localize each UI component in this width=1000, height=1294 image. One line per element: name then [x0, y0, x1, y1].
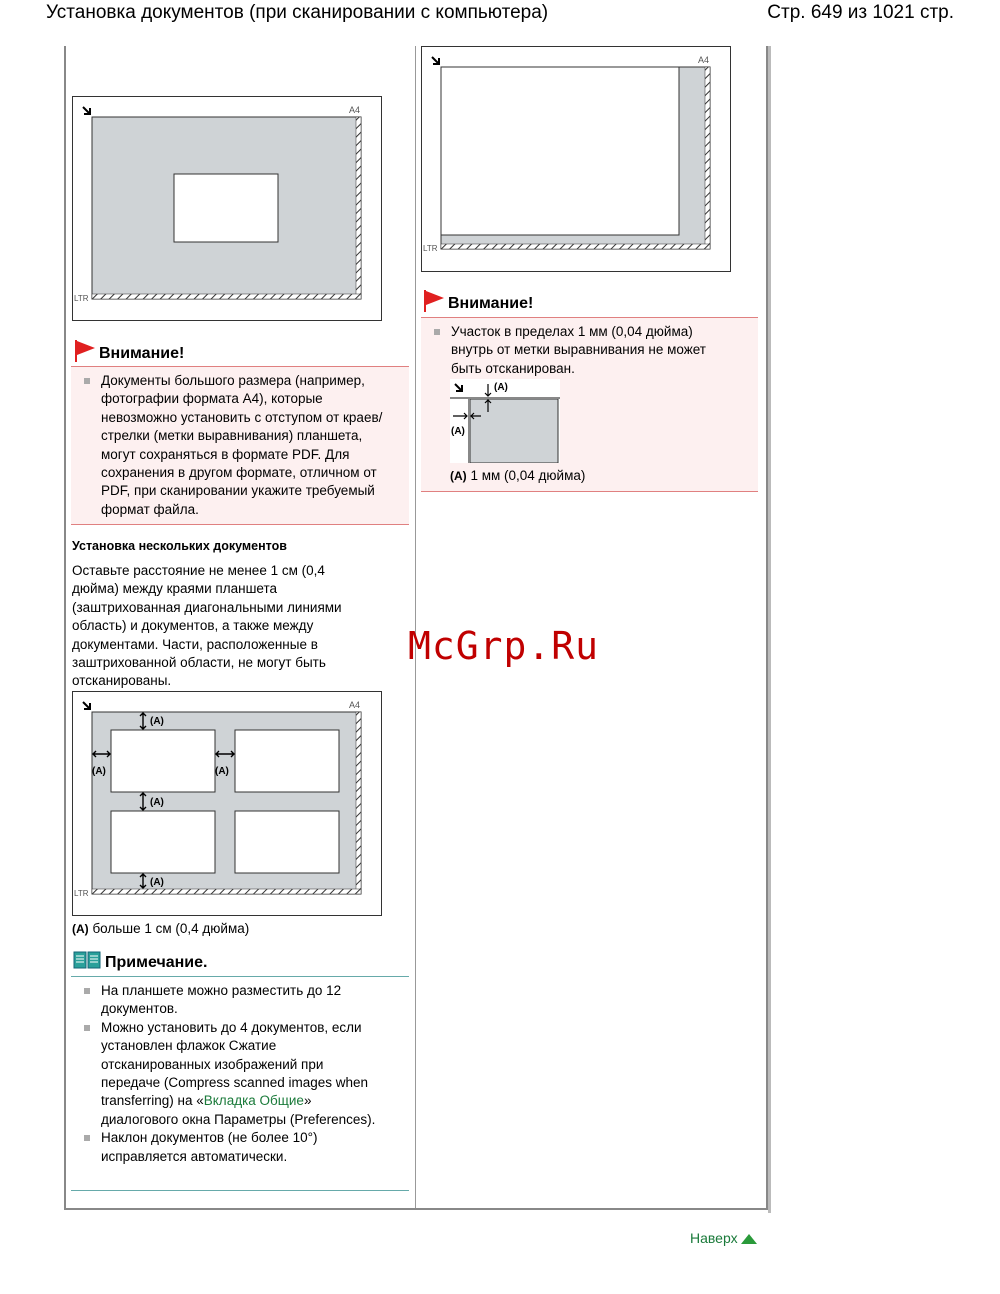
caution-title: Внимание! [448, 295, 534, 312]
up-arrow-icon[interactable] [741, 1234, 757, 1244]
figure-centered-document [72, 96, 382, 321]
ltr-label: LTR [423, 244, 438, 253]
ltr-label: LTR [74, 889, 89, 898]
page-header [46, 2, 954, 28]
note-title: Примечание. [105, 954, 208, 971]
a-mark: (A) [215, 766, 229, 777]
a4-label: A4 [698, 55, 710, 65]
legend-text: больше 1 см (0,4 дюйма) [92, 921, 250, 936]
page-number: Стр. 649 из 1021 стр. [767, 2, 954, 23]
note-item: На планшете можно разместить до 12 документов. [71, 982, 385, 1019]
flag-icon [423, 290, 445, 317]
a-mark: (A) [494, 382, 508, 393]
back-to-top-label[interactable]: Наверх [690, 1230, 738, 1246]
caution-item: Документы большого размера (например, фотографии формата A4), которые невозможно установить с отступом от краев/стрелки (метки выравнивания) планшета, могут сохраняться в формате PDF. Для сохранения в другом формате, отличном от PDF, при сканировании укажите требуемый формат файла. [71, 372, 385, 519]
caution-heading-left [74, 340, 184, 367]
a4-label: A4 [349, 105, 361, 115]
a-mark: (A) [150, 797, 164, 808]
caution-item: Участок в пределах 1 мм (0,04 дюйма) внутрь от метки выравнивания не может быть отсканирован. [421, 323, 738, 378]
multi-docs-heading: Установка нескольких документов [72, 539, 287, 553]
a-mark: (A) [150, 877, 164, 888]
note-box [71, 976, 409, 1191]
figure-multiple-documents [72, 691, 382, 916]
book-icon [73, 950, 101, 975]
watermark: McGrp.Ru [408, 624, 600, 668]
a-mark: (A) [92, 766, 106, 777]
figure-large-document [421, 46, 731, 272]
ltr-label: LTR [74, 294, 89, 303]
a-mark: (A) [451, 426, 465, 437]
a4-label: A4 [349, 700, 361, 710]
legend-mark: (A) [450, 469, 467, 483]
general-tab-link[interactable]: Вкладка Общие [203, 1093, 304, 1109]
page-title: Установка документов (при сканировании с компьютера) [46, 2, 549, 23]
caution-heading-right [423, 290, 533, 317]
note-item: Можно установить до 4 документов, если установлен флажок Сжатие отсканированных изображений при передаче (Compress scanned images when transferring) на «Вкладка Общие» диалогового окна Параметры (Preferences). [71, 1019, 385, 1129]
a-mark: (A) [150, 716, 164, 727]
note-heading [73, 950, 207, 975]
caution-box-right [421, 317, 758, 492]
note-item: Наклон документов (не более 10°) исправляется автоматически. [71, 1129, 385, 1166]
legend-mark: (A) [72, 922, 89, 936]
legend-left [72, 921, 249, 936]
caution-box-left [71, 366, 409, 525]
back-to-top-link[interactable] [690, 1230, 757, 1246]
legend-text: 1 мм (0,04 дюйма) [470, 468, 586, 483]
caution-title: Внимание! [99, 345, 185, 362]
flag-icon [74, 340, 96, 367]
multi-docs-text: Оставьте расстояние не менее 1 см (0,4 дюйма) между краями планшета (заштрихованная диагональными линиями область) и документов, а также между документами. Части, расположенные в заштрихованной области, не могут быть отсканированы. [72, 563, 342, 689]
margin-detail-figure [450, 379, 560, 463]
legend-right [450, 467, 585, 485]
